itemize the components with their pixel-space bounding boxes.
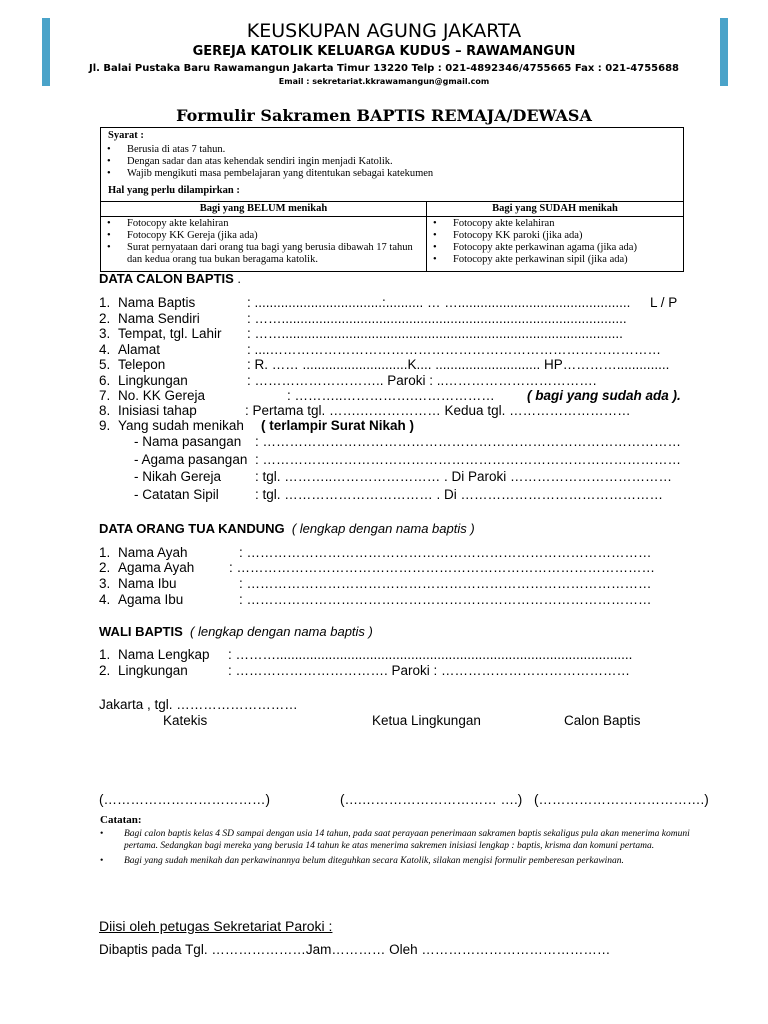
field-label: Telepon [118,357,166,372]
field-label: Yang sudah menikah [118,418,244,433]
field-lingkungan[interactable] [99,373,597,388]
ortu-heading [99,521,475,536]
row-number: 1. [99,647,111,662]
row-number: 2. [99,663,111,678]
sudah-menikah-header: Bagi yang SUDAH menikah [427,202,683,217]
signature-line-calon-baptis[interactable]: (……………………………….) [534,792,709,807]
org-name: KEUSKUPAN AGUNG JAKARTA [246,20,522,42]
field-value[interactable]: : ……........................................................................................... [247,326,623,341]
field-value[interactable]: : ..................................:.......... … ….............................................. [247,295,631,310]
field-label: - Nama pasangan [134,434,242,449]
field-telepon[interactable] [99,357,670,372]
form-title: Formulir Sakramen BAPTIS REMAJA/DEWASA [176,106,592,125]
row-number: 2. [99,311,111,326]
field-label: Nama Ayah [118,545,188,560]
syarat-list [101,144,681,180]
field-agama-ayah[interactable] [99,560,656,575]
field-tempat-tgl-lahir[interactable] [99,326,623,341]
row-number: 2. [99,560,111,575]
office-use-heading: Diisi oleh petugas Sekretariat Paroki : [99,918,333,934]
row-number: 7. [99,388,111,403]
calon-heading-suffix: . [233,271,242,286]
field-value[interactable]: : ……………………………………………………………………………… [239,545,652,560]
field-value[interactable]: : ....…………………………………………………………………………… [247,342,662,357]
field-value[interactable]: : ……………………….. Paroki : ..……………………………. [247,373,597,388]
signature-line-katekis[interactable]: (………………………………) [99,792,270,807]
field-agama-ibu[interactable] [99,592,652,607]
field-value[interactable]: : ………………………………………………………………………………… [229,560,656,575]
field-label: Nama Sendiri [118,311,200,326]
list-item: • Dengan sadar dan atas kehendak sendiri ingin menjadi Katolik. [101,156,681,168]
list-item: • Berusia di atas 7 tahun. [101,144,681,156]
catatan-section [100,814,700,870]
signature-line-ketua-lingkungan[interactable]: (….………………………… ….) [340,792,523,807]
field-agama-pasangan[interactable] [134,452,682,467]
field-no-kk-gereja[interactable] [99,388,681,403]
field-value[interactable]: : ………..…………….……………… [287,388,495,403]
calon-heading [99,271,241,286]
list-item: • Fotocopy akte perkawinan sipil (jika ada) [427,254,683,266]
field-label: Alamat [118,342,161,357]
list-item: • Fotocopy akte kelahiran [427,218,683,230]
row-number: 5. [99,357,111,372]
field-label: Inisiasi tahap [118,403,197,418]
field-value[interactable]: : ……………………………………………………………………………… [239,592,652,607]
gender-option[interactable]: L / P [650,295,678,310]
office-baptis-record-field[interactable]: Dibaptis pada Tgl. …………………Jam………… Oleh …………………………………… [99,942,611,957]
field-nama-ayah[interactable] [99,545,652,560]
row-number: 4. [99,592,111,607]
field-value[interactable]: : ……………………………………………………………………………… [239,576,652,591]
field-label: Agama Ibu [118,592,184,607]
row-number: 1. [99,545,111,560]
list-item: • Fotocopy KK Gereja (jika ada) [101,230,426,242]
list-item: • Bagi calon baptis kelas 4 SD sampai dengan usia 14 tahun, pada saat perayaan penerimaan sakramen baptis sekaligus pula akan menerima komuni pertama. Sedangkan bagi mereka yang berusia 14 tahun ke atas menerima sakremen inisiasi lengkap : baptis, krisma dan komuni pertama. [100,828,700,852]
requirements-box [100,127,684,272]
parish-name: GEREJA KATOLIK KELUARGA KUDUS – RAWAMANGUN [192,44,576,59]
field-value[interactable]: : ……………………………. Paroki : …………………………………… [228,663,631,678]
field-label: Nama Ibu [118,576,177,591]
signature-label-ketua-lingkungan: Ketua Lingkungan [372,713,481,728]
field-value[interactable]: : tgl. ………..…………………… . Di Paroki ……………………………… [255,469,673,484]
field-nama-baptis[interactable] [99,295,678,310]
field-note: ( terlampir Surat Nikah ) [261,418,415,433]
field-value[interactable]: : ………............................................................................................... [228,647,633,662]
parish-address: Jl. Balai Pustaka Baru Rawamangun Jakarta Timur 13220 Telp : 021-4892346/4755665 Fax : 021-4755688 [88,63,679,74]
wali-heading [99,624,373,639]
wali-heading-text: WALI BAPTIS [99,624,183,639]
row-number: 3. [99,576,111,591]
field-inisiasi-tahap[interactable] [99,403,631,418]
field-label: - Nikah Gereja [134,469,222,484]
list-item: • Fotocopy akte perkawinan agama (jika ada) [427,242,683,254]
field-value[interactable]: : ……............................................................................................ [247,311,627,326]
lampiran-table [101,201,683,272]
wali-heading-note: ( lengkap dengan nama baptis ) [190,624,373,639]
field-label: Lingkungan [118,373,188,388]
calon-heading-text: DATA CALON BAPTIS [99,271,234,286]
field-label: Tempat, tgl. Lahir [118,326,222,341]
field-nama-pasangan[interactable] [134,434,682,449]
list-item: • Wajib mengikuti masa pembelajaran yang ditentukan sebagai katekumen [101,168,681,180]
syarat-label: Syarat : [108,130,144,141]
field-note: ( bagi yang sudah ada ). [527,388,681,403]
row-number: 3. [99,326,111,341]
row-number: 1. [99,295,111,310]
catatan-label: Catatan: [100,814,142,826]
field-nama-lengkap-wali[interactable] [99,647,633,662]
field-nikah-gereja[interactable] [134,469,673,484]
belum-menikah-column [101,202,427,272]
field-value[interactable]: : Pertama tgl. …….……………… Kedua tgl. ……………………… [245,403,631,418]
field-label: Nama Lengkap [118,647,210,662]
list-item: • Fotocopy akte kelahiran [101,218,426,230]
list-item: • Fotocopy KK paroki (jika ada) [427,230,683,242]
ortu-heading-note: ( lengkap dengan nama baptis ) [291,521,475,536]
place-date-field[interactable]: Jakarta , tgl. ……………………… [99,697,298,712]
signature-label-katekis: Katekis [163,713,208,728]
field-label: Agama Ayah [118,560,195,575]
belum-menikah-header: Bagi yang BELUM menikah [101,202,426,217]
row-number: 4. [99,342,111,357]
field-value[interactable]: : R. …… ............................K.... ............................ HP………….............. [247,357,670,372]
field-value[interactable]: : ………………………………………………………………………………… [255,452,682,467]
parish-email: Email : sekretariat.kkrawamangun@gmail.com [278,77,490,86]
field-catatan-sipil[interactable] [134,487,664,502]
row-number: 8. [99,403,111,418]
field-alamat[interactable] [99,342,662,357]
row-number: 9. [99,418,111,433]
lampiran-label: Hal yang perlu dilampirkan : [108,185,240,196]
field-label: - Agama pasangan [134,452,248,467]
field-yang-sudah-menikah [99,418,415,433]
field-value[interactable]: : ………………………………………………………………………………… [255,434,682,449]
field-nama-ibu[interactable] [99,576,652,591]
field-value[interactable]: : tgl. …………………………… . Di ……………………………………… [255,487,664,502]
row-number: 6. [99,373,111,388]
field-label: Lingkungan [118,663,188,678]
list-item: • Bagi yang sudah menikah dan perkawinannya belum diteguhkan secara Katolik, silakan mengisi formulir pemberesan perkawinan. [100,855,700,867]
field-label: No. KK Gereja [118,388,206,403]
field-label: Nama Baptis [118,295,196,310]
signature-label-calon-baptis: Calon Baptis [564,713,641,728]
ortu-heading-text: DATA ORANG TUA KANDUNG [99,521,285,536]
field-label: - Catatan Sipil [134,487,219,502]
sudah-menikah-column [427,202,683,272]
field-lingkungan-wali[interactable] [99,663,631,678]
list-item: • Surat pernyataan dari orang tua bagi yang berusia dibawah 17 tahun dan kedua orang tua bukan beragama katolik. [101,242,426,266]
field-nama-sendiri[interactable] [99,311,627,326]
